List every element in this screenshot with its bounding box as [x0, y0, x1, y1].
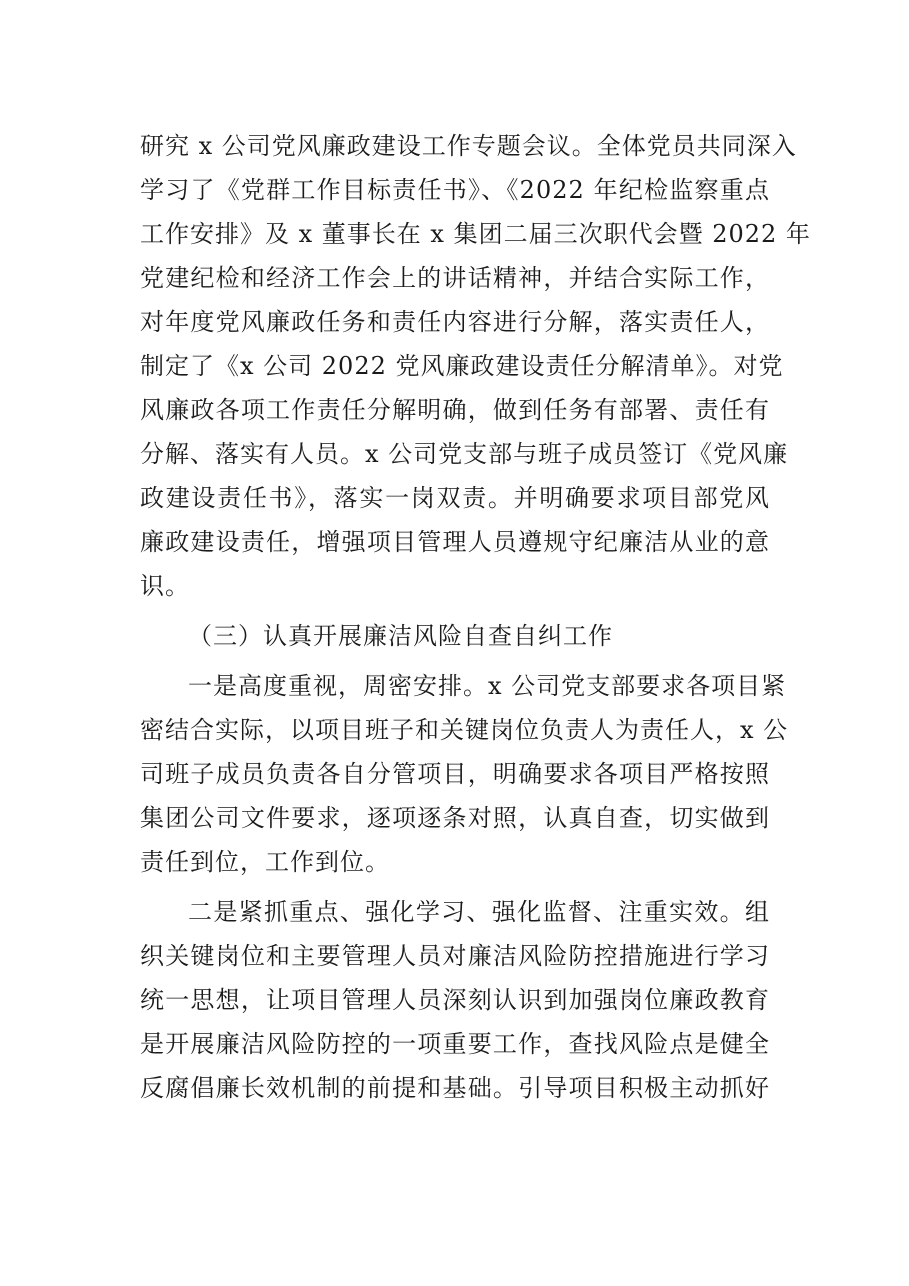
section-heading [140, 614, 770, 658]
text-line: 责任到位，工作到位。 [140, 848, 390, 876]
text-line: 工作安排》及 x 董事长在 x 集团二届三次职代会暨 2022 年 [140, 220, 811, 248]
document-body [140, 124, 811, 1110]
text-line: 研究 x 公司党风廉政建设工作专题会议。全体党员共同深入 [140, 132, 797, 160]
text-line: 是开展廉洁风险防控的一项重要工作，查找风险点是健全 [140, 1030, 770, 1058]
text-line: 制定了《x 公司 2022 党风廉政建设责任分解清单》。对党 [140, 352, 784, 380]
text-line: 反腐倡廉长效机制的前提和基础。引导项目积极主动抓好 [140, 1074, 770, 1102]
paragraph-focus-priorities [140, 890, 770, 1110]
text-line: 分解、落实有人员。x 公司党支部与班子成员签订《党风廉 [140, 440, 789, 468]
text-line: 党建纪检和经济工作会上的讲话精神，并结合实际工作， [140, 264, 770, 292]
text-line: 政建设责任书》，落实一岗双责。并明确要求项目部党风 [140, 484, 770, 512]
text-line: 二是紧抓重点、强化学习、强化监督、注重实效。组 [188, 898, 770, 926]
text-line: 密结合实际，以项目班子和关键岗位负责人为责任人，x 公 [140, 716, 789, 744]
text-line: 识。 [140, 572, 190, 600]
text-line: 一是高度重视，周密安排。x 公司党支部要求各项目紧 [188, 672, 787, 700]
text-line: 集团公司文件要求，逐项逐条对照，认真自查，切实做到 [140, 804, 770, 832]
text-line: 学习了《党群工作目标责任书》、《2022 年纪检监察重点 [140, 176, 770, 204]
text-line: 司班子成员负责各自分管项目，明确要求各项目严格按照 [140, 760, 770, 788]
text-line: 统一思想，让项目管理人员深刻认识到加强岗位廉政教育 [140, 986, 770, 1014]
section-heading-text: （三）认真开展廉洁风险自查自纠工作 [188, 622, 613, 650]
paragraph-party-conduct-responsibility [140, 124, 811, 608]
text-line: 对年度党风廉政任务和责任内容进行分解，落实责任人， [140, 308, 770, 336]
text-line: 风廉政各项工作责任分解明确，做到任务有部署、责任有 [140, 396, 770, 424]
text-line: 织关键岗位和主要管理人员对廉洁风险防控措施进行学习 [140, 942, 770, 970]
paragraph-high-attention [140, 664, 789, 884]
text-line: 廉政建设责任，增强项目管理人员遵规守纪廉洁从业的意 [140, 528, 770, 556]
